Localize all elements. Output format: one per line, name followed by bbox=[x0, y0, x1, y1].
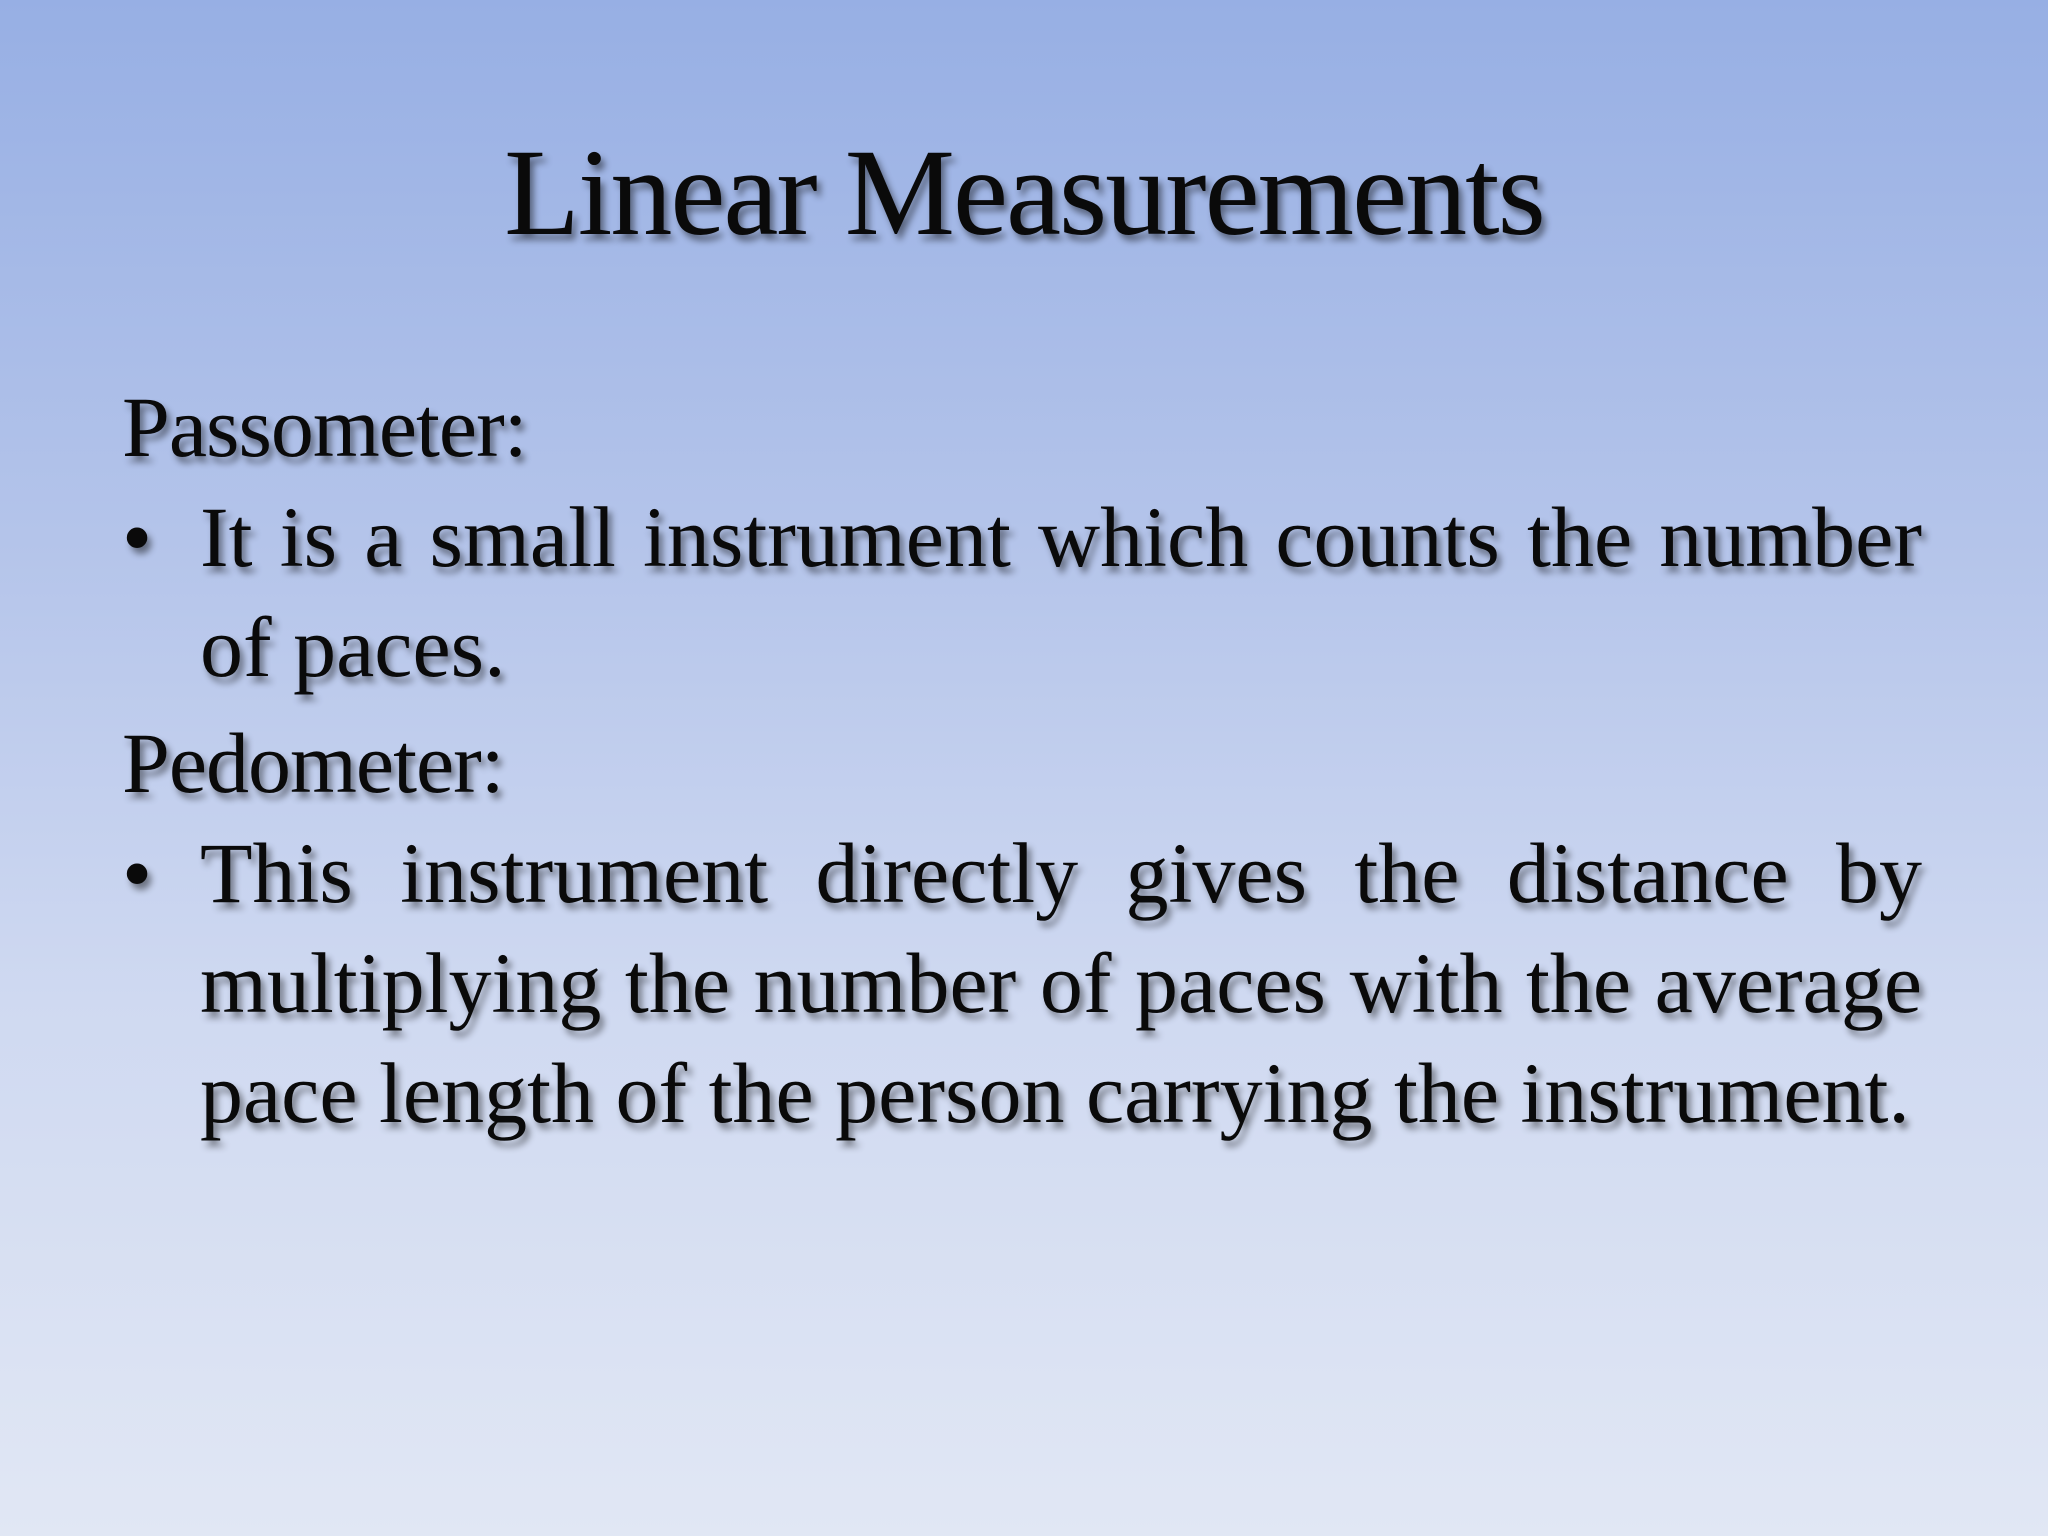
bullet-icon: • bbox=[122, 489, 153, 585]
bullet-pedometer bbox=[122, 818, 1922, 1148]
bullet-text: This instrument directly gives the distance by multiplying the number of paces with the average pace length of the person carrying the instrument. bbox=[200, 825, 1922, 1141]
slide-content bbox=[122, 372, 1922, 1154]
slide-title: Linear Measurements bbox=[504, 124, 1544, 261]
section-heading-pedometer: Pedometer: bbox=[122, 715, 504, 811]
bullet-text: It is a small instrument which counts the number of paces. bbox=[200, 489, 1922, 695]
section-heading-passometer: Passometer: bbox=[122, 379, 527, 475]
bullet-icon: • bbox=[122, 825, 153, 921]
bullet-passometer bbox=[122, 482, 1922, 702]
